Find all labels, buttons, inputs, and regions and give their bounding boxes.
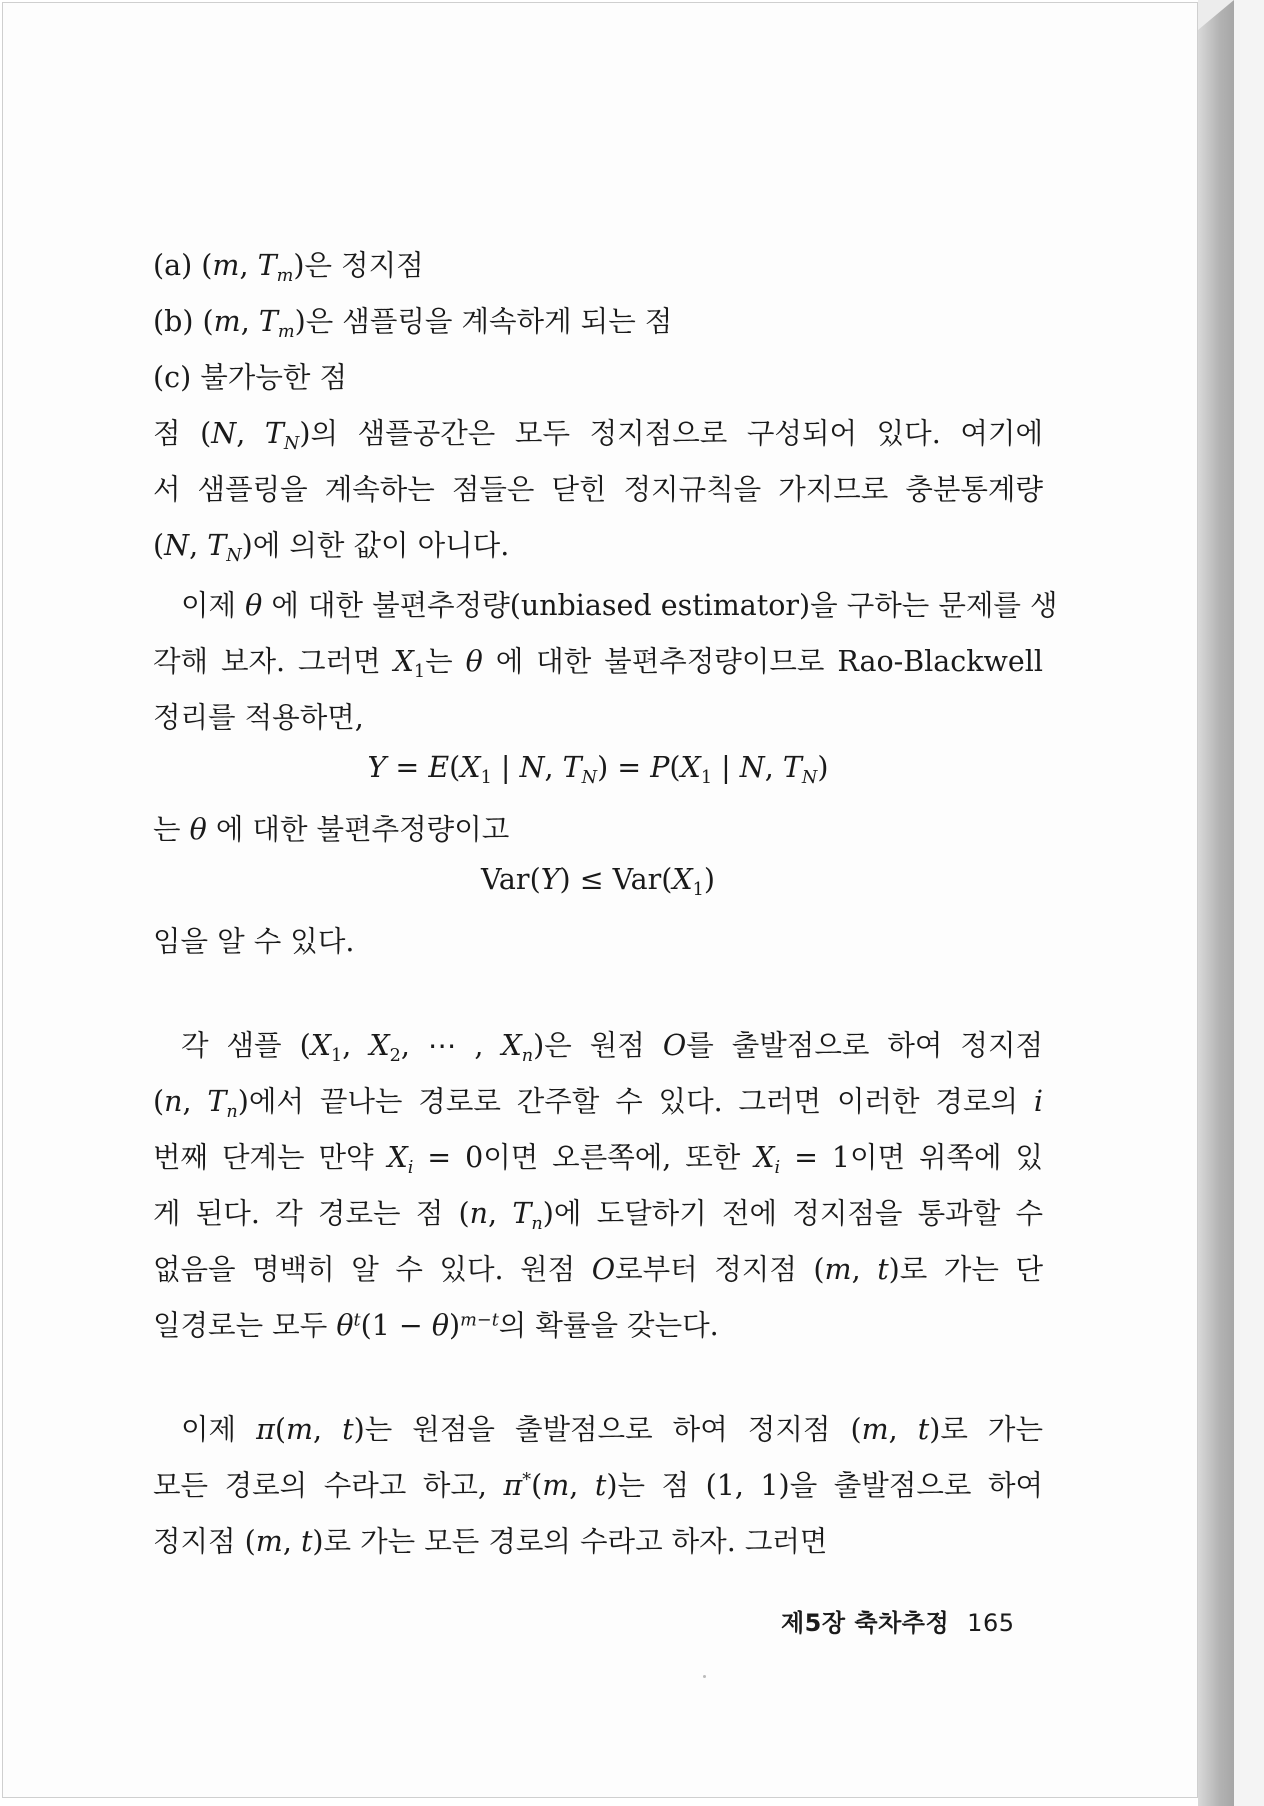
- paragraph-3-line-4: 게 된다. 각 경로는 점 (n, $T_n$)에 도달하기 전에 정지점을 통과할 수: [153, 1197, 1044, 1235]
- text: 의 샘플공간은 모두 정지점으로 구성되어 있다. 여기에: [310, 417, 1043, 450]
- case-b-label: (b): [153, 305, 194, 338]
- text: 게 된다. 각 경로는 점: [153, 1197, 444, 1230]
- case-a-text: 은 정지점: [304, 249, 424, 282]
- text: 없음을 명백히 알 수 있다. 원점: [153, 1253, 576, 1286]
- text: 는: [153, 813, 181, 846]
- case-b: (b) (m, $T_m$)은 샘플링을 계속하게 되는 점: [153, 305, 673, 343]
- paragraph-2-line-4: 는 θ 에 대한 불편추정량이고: [153, 813, 510, 846]
- paragraph-3-line-6: 일경로는 모두 $\theta^t(1 - \theta)^{m-t}$의 확률을 갖는다.: [153, 1309, 719, 1342]
- scan-speck: [703, 1675, 706, 1678]
- text: 이면 위쪽에 있: [850, 1141, 1044, 1174]
- text: 로부터 정지점: [615, 1253, 797, 1286]
- text: 로 가는: [940, 1413, 1043, 1446]
- case-a: (a) (m, $T_m$)은 정지점: [153, 249, 424, 287]
- text: 모든 경로의 수라고 하고,: [153, 1469, 487, 1502]
- text: 는 점: [617, 1469, 690, 1502]
- paragraph-1-line-1: 점 (N, $T_N$)의 샘플공간은 모두 정지점으로 구성되어 있다. 여기에: [153, 417, 1043, 455]
- text: 일경로는 모두: [153, 1309, 328, 1342]
- paragraph-2-line-1: 이제 θ 에 대한 불편추정량(unbiased estimator)을 구하는 문제를 생: [181, 589, 1058, 622]
- text: 각해 보자. 그러면: [153, 645, 381, 678]
- text: 에 의한 값이 아니다.: [252, 529, 510, 562]
- text: 정지점: [153, 1525, 236, 1558]
- case-a-label: (a): [153, 249, 193, 282]
- paragraph-2-line-5: 임을 알 수 있다.: [153, 925, 355, 958]
- text: 이제: [181, 1413, 237, 1446]
- page-number: 165: [967, 1609, 1015, 1637]
- text: 에 대한 불편추정량(unbiased estimator)을 구하는 문제를 생: [271, 589, 1058, 622]
- text: 은 원점: [544, 1029, 645, 1062]
- page-footer: [781, 1603, 1014, 1638]
- paragraph-4-line-1: 이제 π(m, t)는 원점을 출발점으로 하여 정지점 (m, t)로 가는: [181, 1413, 1043, 1446]
- text: 는 원점을 출발점으로 하여 정지점: [364, 1413, 831, 1446]
- equation-y: $Y = E(X_1$ | N, $T_N) = P(X_1$ | N, $T_N$): [367, 751, 829, 789]
- case-b-text: 은 샘플링을 계속하게 되는 점: [305, 305, 673, 338]
- page-edge-corner: [1198, 0, 1234, 30]
- case-c-text: 불가능한 점: [200, 361, 347, 394]
- paragraph-3-line-3: 번째 단계는 만약 $X_i = 0$이면 오른쪽에, 또한 $X_i = 1$이면 위쪽에 있: [153, 1141, 1044, 1179]
- page-edge-shadow: [1198, 0, 1234, 1806]
- book-page: [2, 2, 1198, 1798]
- paragraph-3-line-2: (n, $T_n$)에서 끝나는 경로로 간주할 수 있다. 그러면 이러한 경로의 i: [153, 1085, 1044, 1123]
- text: 이제: [181, 589, 237, 622]
- text: 의 확률을 갖는다.: [498, 1309, 719, 1342]
- text: Var: [612, 863, 662, 896]
- text: 에서 끝나는 경로로 간주할 수 있다. 그러면 이러한 경로의: [248, 1085, 1019, 1118]
- paragraph-1-line-2: 서 샘플링을 계속하는 점들은 닫힌 정지규칙을 가지므로 충분통계량: [153, 473, 1043, 506]
- paragraph-2-line-3: 정리를 적용하면,: [153, 701, 364, 734]
- text: 점: [153, 417, 181, 450]
- equation-variance: $Var(Y) \le Var(X_1)$: [480, 863, 716, 901]
- text: 각 샘플: [181, 1029, 282, 1062]
- paragraph-3-line-1: 각 샘플 ($X_1$, $X_2$, ⋯ , $X_n$)은 원점 O를 출발점으로 하여 정지점: [181, 1029, 1044, 1067]
- text: 번째 단계는 만약: [153, 1141, 374, 1174]
- chapter-title: 제5장 축차추정: [781, 1609, 950, 1637]
- text: 을 출발점으로 하여: [789, 1469, 1044, 1502]
- text: 에 대한 불편추정량이므로 Rao-Blackwell: [495, 645, 1044, 678]
- text: 로 가는 단: [899, 1253, 1044, 1286]
- paragraph-4-line-2: 모든 경로의 수라고 하고, π*(m, t)는 점 (1, 1)을 출발점으로 하여: [153, 1469, 1044, 1502]
- paragraph-3-line-5: 없음을 명백히 알 수 있다. 원점 O로부터 정지점 (m, t)로 가는 단: [153, 1253, 1044, 1286]
- paragraph-2-line-2: 각해 보자. 그러면 $X_1$는 θ 에 대한 불편추정량이므로 Rao-Blackwell: [153, 645, 1044, 683]
- text: 를 출발점으로 하여 정지점: [686, 1029, 1044, 1062]
- text: 로 가는 모든 경로의 수라고 하자. 그러면: [323, 1525, 828, 1558]
- paragraph-4-line-3: 정지점 (m, t)로 가는 모든 경로의 수라고 하자. 그러면: [153, 1525, 828, 1558]
- text: 에 도달하기 전에 정지점을 통과할 수: [553, 1197, 1044, 1230]
- background-margin: [1234, 0, 1264, 1806]
- text: 에 대한 불편추정량이고: [215, 813, 510, 846]
- text: Var: [480, 863, 530, 896]
- text: 이면 오른쪽에, 또한: [483, 1141, 741, 1174]
- case-c-label: (c): [153, 361, 192, 394]
- text: 는: [425, 645, 453, 678]
- paragraph-1-line-3: (N, $T_N$)에 의한 값이 아니다.: [153, 529, 510, 567]
- case-c: [153, 355, 347, 396]
